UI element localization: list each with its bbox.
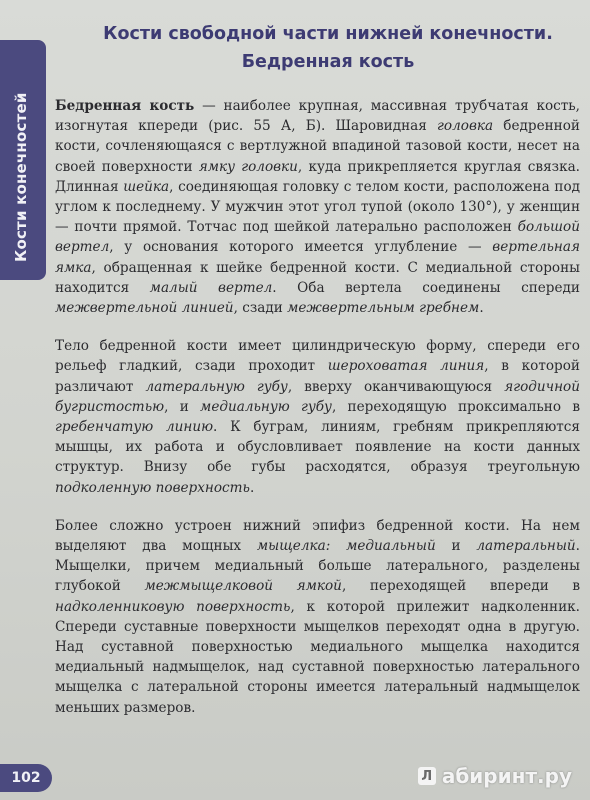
italic-term: малый вертел — [149, 279, 273, 296]
text-run: , переходящую проксимально в — [331, 398, 580, 415]
italic-term: межвертельным гребнем — [287, 300, 480, 317]
italic-term: латеральный — [476, 538, 576, 555]
text-run: . Оба вертела соединены спереди — [272, 279, 580, 296]
text-run: , сзади — [233, 300, 288, 317]
italic-term: большой вертел — [55, 219, 580, 256]
text-run: . К буграм, линиям, гребням прикрепляются мышцы, их работа и обусловливает появление на кости данных структур. Внизу обе губы расходятся, образуя треугольную — [55, 419, 580, 476]
text-run: , куда прикрепляется круглая связка. Длинная — [55, 158, 580, 195]
title-line-1: Кости свободной части нижней конечности. — [103, 24, 553, 44]
text-run: , и — [164, 398, 201, 415]
italic-term: вертельная ямка — [55, 239, 580, 276]
italic-term: ямку головки — [198, 158, 298, 175]
text-run: бедренной кости, сочленяющаяся с вертлужной впадиной тазовой кости, несет на своей поверхности — [55, 118, 580, 175]
text-run: . Мыщелки, причем медиальный больше латерального, разделены глубокой — [55, 538, 580, 595]
italic-term: шейка — [123, 178, 170, 195]
italic-term: межвертельной линией — [55, 300, 234, 317]
labirint-logo-icon: Л — [418, 767, 436, 785]
text-run: , вверху оканчивающуюся — [287, 378, 505, 395]
italic-term: гребенчатую линию — [55, 419, 214, 436]
text-run: и — [435, 538, 477, 555]
text-run: , в которой различают — [55, 358, 580, 395]
italic-term: мыщелка: медиальный — [256, 538, 436, 555]
text-run: — наиболее крупная, массивная трубчатая кость, изогнутая кпереди (рис. 55 А, Б). Шаровидная — [55, 98, 581, 135]
italic-term: надколенниковую поверхность — [55, 598, 291, 615]
paragraph-1 — [55, 96, 580, 318]
page-number: 102 — [0, 764, 52, 792]
italic-term: медиальную губу — [200, 398, 332, 415]
text-run: , переходящей впереди в — [341, 578, 580, 595]
italic-term: подколенную поверхность — [55, 479, 250, 496]
italic-term: латеральную губу — [145, 378, 288, 395]
text-run: , у основания которого имеется углубление — — [109, 239, 493, 256]
paragraph-3 — [55, 516, 580, 718]
paragraph-2 — [55, 336, 580, 498]
watermark — [418, 764, 572, 788]
italic-term: шероховатая линия — [327, 358, 485, 375]
text-run: , к которой прилежит надколенник. Спереди суставные поверхности мыщелков переходят одна в другую. Над суставной поверхностью медиального мыщелка находится медиальный надмыщелок, над суставной поверхностью латерального мыщелка с латеральной стороны имеется латеральный надмыщелок меньших размеров. — [55, 598, 580, 716]
term-femur: Бедренная кость — [55, 98, 195, 114]
watermark-text: абиринт.ру — [441, 764, 572, 788]
italic-term: ягодичной бугристостью — [55, 378, 580, 415]
italic-term: головка — [437, 118, 494, 135]
italic-term: межмыщелковой ямкой — [144, 578, 342, 595]
text-run: . — [249, 479, 255, 496]
page-title — [78, 20, 578, 76]
title-line-2: Бедренная кость — [241, 52, 415, 72]
text-run: . — [479, 300, 484, 317]
body-text — [55, 96, 580, 736]
text-run: , обращенная к шейке бедренной кости. С медиальной стороны находится — [55, 259, 580, 296]
section-tab-label: Кости конечностей — [12, 92, 30, 262]
text-run: , соединяющая головку с телом кости, расположена под углом к последнему. У мужчин этот угол тупой (около 130°), у женщин — почти прямой. Тотчас под шейкой латерально расположен — [55, 178, 581, 236]
text-run: Более сложно устроен нижний эпифиз бедренной кости. На нем выделяют два мощных — [55, 517, 580, 555]
text-run: Тело бедренной кости имеет цилиндрическую форму, спереди его рельеф гладкий, сзади проходит — [55, 338, 580, 375]
